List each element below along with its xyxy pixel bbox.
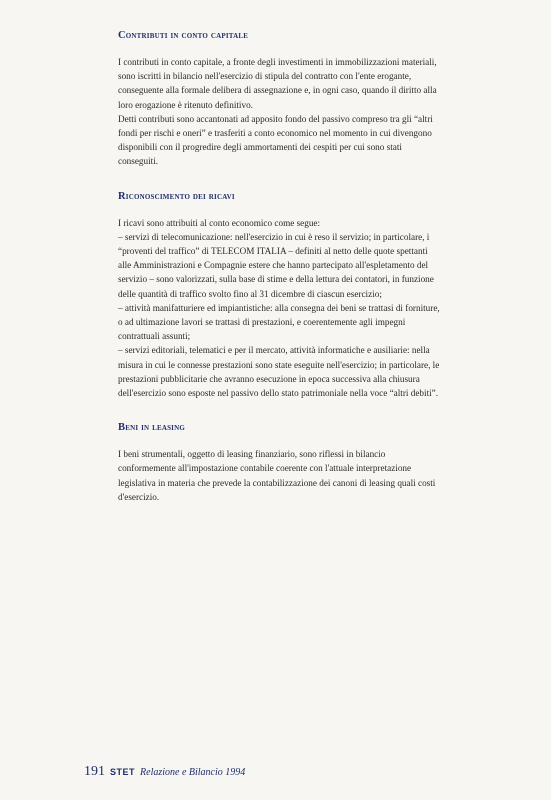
page-number: 191 [84,764,105,779]
list-item: – servizi editoriali, telematici e per il mercato, attività informatiche e ausiliarie: nella misura in cui le connesse prestazioni sono state eseguite nell'esercizio; in particolare, le prestazioni pubblicitarie che avranno esecuzione in epoca successiva alla chiusura dell'esercizio sono esposte nel passivo dello stato patrimoniale nella voce “altri debiti”. [118,345,440,399]
report-title: Relazione e Bilancio 1994 [140,767,246,778]
section-ricavi [118,191,440,401]
paragraph: Detti contributi sono accantonati ad apposito fondo del passivo compreso tra gli “altri fondi per rischi e oneri” e trasferiti a conto economico nel momento in cui divengono disponibili con il progredire degli ammortamenti dei cespiti per cui sono stati conseguiti. [118,113,433,167]
section-heading: Beni in leasing [118,422,185,434]
paragraph: I contributi in conto capitale, a fronte degli investimenti in immobilizzazioni materiali, sono iscritti in bilancio nell'esercizio di stipula del contratto con l'ente erogante, conseguente alla formale delibera di assegnazione e, in ogni caso, quando il diritto alla loro erogazione è ritenuto definitivo. [118,57,437,110]
section-heading: Riconoscimento dei ricavi [118,190,235,202]
page-footer [84,764,245,780]
document-body [118,30,440,526]
section-contributi [118,30,440,169]
section-heading: Contributi in conto capitale [118,30,249,41]
paragraph: I beni strumentali, oggetto di leasing finanziario, sono riflessi in bilancio conformemente all'impostazione contabile coerente con l'attuale interpretazione legislativa in materia che prevede la contabilizzazione dei canoni di leasing quali costi d'esercizio. [118,449,436,502]
list-item: – attività manifatturiere ed impiantistiche: alla consegna dei beni se trattasi di forniture, o ad ultimazione lavori se trattasi di prestazioni, e coerentemente agli impegni contrattuali assunti; [118,302,440,342]
brand-logo: STET [110,767,136,777]
list-item: – servizi di telecomunicazione: nell'esercizio in cui è reso il servizio; in particolare, i “proventi del traffico” di TELECOM ITALIA – definiti al netto delle quote spettanti alle Amministrazioni e Compagnie estere che hanno partecipato all'espletamento del servizio – sono valorizzati, sulla base di stime e della lettura dei contatori, in funzione delle quantità di traffico svolto fino al 31 dicembre di ciascun esercizio; [118,231,434,299]
paragraph: I ricavi sono attribuiti al conto economico come segue: [118,217,321,228]
section-leasing [118,422,440,504]
